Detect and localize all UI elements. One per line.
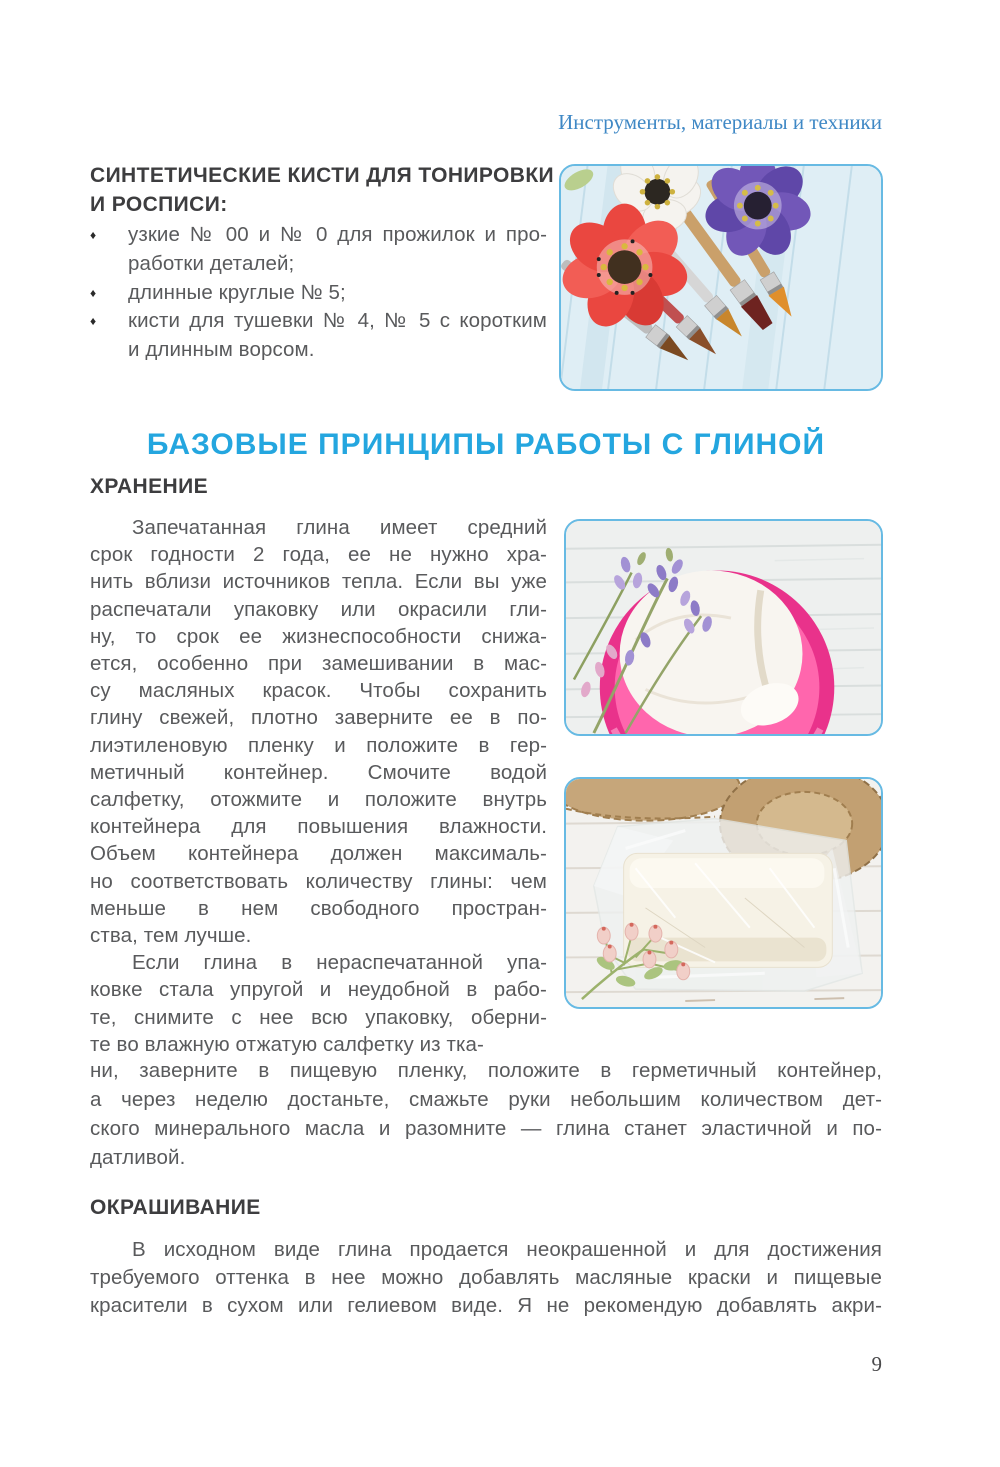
text-line: а через неделю достаньте, смажьте руки небольшим количеством дет-: [90, 1088, 882, 1111]
text-line: су масляных красок. Чтобы сохранить: [90, 679, 547, 703]
text-line: работки деталей;: [128, 251, 295, 275]
text-line: те во влажную отжатую салфетку из тка-: [90, 1032, 484, 1056]
brushes-photo-illustration: [561, 166, 881, 389]
text-line: контейнера для повышения влажности.: [90, 815, 547, 839]
clay-block: [624, 853, 833, 967]
text-line: но соответствовать количеству глины: чем: [90, 869, 547, 893]
bullet-text: [128, 221, 547, 279]
text-line: нить вблизи источников тепла. Если вы уже: [90, 570, 547, 594]
text-line: ства, тем лучше.: [90, 924, 252, 948]
text-line: и длинным ворсом.: [128, 338, 315, 362]
list-item: [90, 307, 547, 365]
photo-clay-jar-lavender: [564, 519, 883, 736]
text-line: датливой.: [90, 1146, 186, 1169]
text-line: узкие № 00 и № 0 для прожилок и про-: [128, 223, 547, 246]
storage-text-column: [90, 514, 547, 1058]
brushes-bullet-list: [90, 221, 547, 365]
photo-brushes-and-flowers: [559, 164, 883, 391]
text-line: лиэтиленовую пленку и положите в гер-: [90, 733, 547, 757]
paragraph: [90, 514, 547, 949]
page-title: БАЗОВЫЕ ПРИНЦИПЫ РАБОТЫ С ГЛИНОЙ: [146, 428, 826, 461]
running-header: Инструменты, материалы и техники: [558, 110, 882, 134]
text-line: длинные круглые № 5;: [128, 280, 346, 304]
text-line: ется, особенно при замешивании в мас-: [90, 652, 547, 676]
list-item: [90, 279, 547, 308]
text-line: красители в сухом или гелиевом виде. Я не рекомендую добавлять акри-: [90, 1294, 882, 1317]
coloring-paragraph: [90, 1236, 882, 1320]
text-line: ского минерального масла и разомните — глина станет эластичной и по-: [90, 1117, 882, 1140]
brushes-section-heading: [90, 162, 570, 219]
diamond-bullet-icon: ♦: [90, 314, 97, 329]
storage-full-width-paragraph: [90, 1056, 882, 1172]
bullet-text: [128, 307, 547, 365]
text-line: меньше в нем свободного простран-: [90, 896, 547, 920]
text-line: Объем контейнера должен максималь-: [90, 842, 547, 866]
diamond-bullet-icon: ♦: [90, 228, 97, 242]
text-line: Запечатанная глина имеет средний: [132, 516, 547, 539]
text-line: ну, то срок ее жизнеспособности снижа-: [90, 624, 547, 648]
brushes-heading-line2: И РОСПИСИ:: [90, 192, 228, 216]
text-line: Если глина в нераспечатанной упа-: [132, 951, 547, 975]
page-number: 9: [871, 1352, 882, 1376]
text-line: требуемого оттенка в нее можно добавлять масляные краски и пищевые: [90, 1266, 882, 1289]
storage-section-heading: ХРАНЕНИЕ: [90, 475, 208, 498]
text-line: те, снимите с нее всю упаковку, оберни-: [90, 1005, 547, 1029]
text-line: ни, заверните в пищевую пленку, положите в герметичный контейнер,: [90, 1059, 882, 1082]
brushes-heading-line1: СИНТЕТИЧЕСКИЕ КИСТИ ДЛЯ ТОНИРОВКИ: [90, 164, 555, 187]
text-line: кисти для тушевки № 4, № 5 с коротким: [128, 309, 547, 333]
paragraph: [90, 949, 547, 1058]
jar-photo-illustration: [566, 521, 881, 734]
coloring-section-heading: ОКРАШИВАНИЕ: [90, 1196, 261, 1219]
text-line: метичный контейнер. Смочите водой: [90, 760, 547, 784]
text-line: В исходном виде глина продается неокрашенной и для достижения: [132, 1238, 882, 1261]
text-line: распечатали упаковку или окрасили гли-: [90, 597, 547, 621]
bullet-text: [128, 279, 547, 308]
list-item: [90, 221, 547, 279]
photo-wrapped-clay: [564, 777, 883, 1009]
wrapped-clay-photo-illustration: [566, 779, 881, 1007]
text-line: салфетку, отожмите и положите внутрь: [90, 788, 547, 812]
text-line: глину свежей, плотно заверните ее в по-: [90, 706, 547, 730]
diamond-bullet-icon: ♦: [90, 285, 97, 300]
text-line: срок годности 2 года, ее не нужно хра-: [90, 543, 547, 567]
text-line: ковке стала упругой и неудобной в рабо-: [90, 978, 547, 1002]
